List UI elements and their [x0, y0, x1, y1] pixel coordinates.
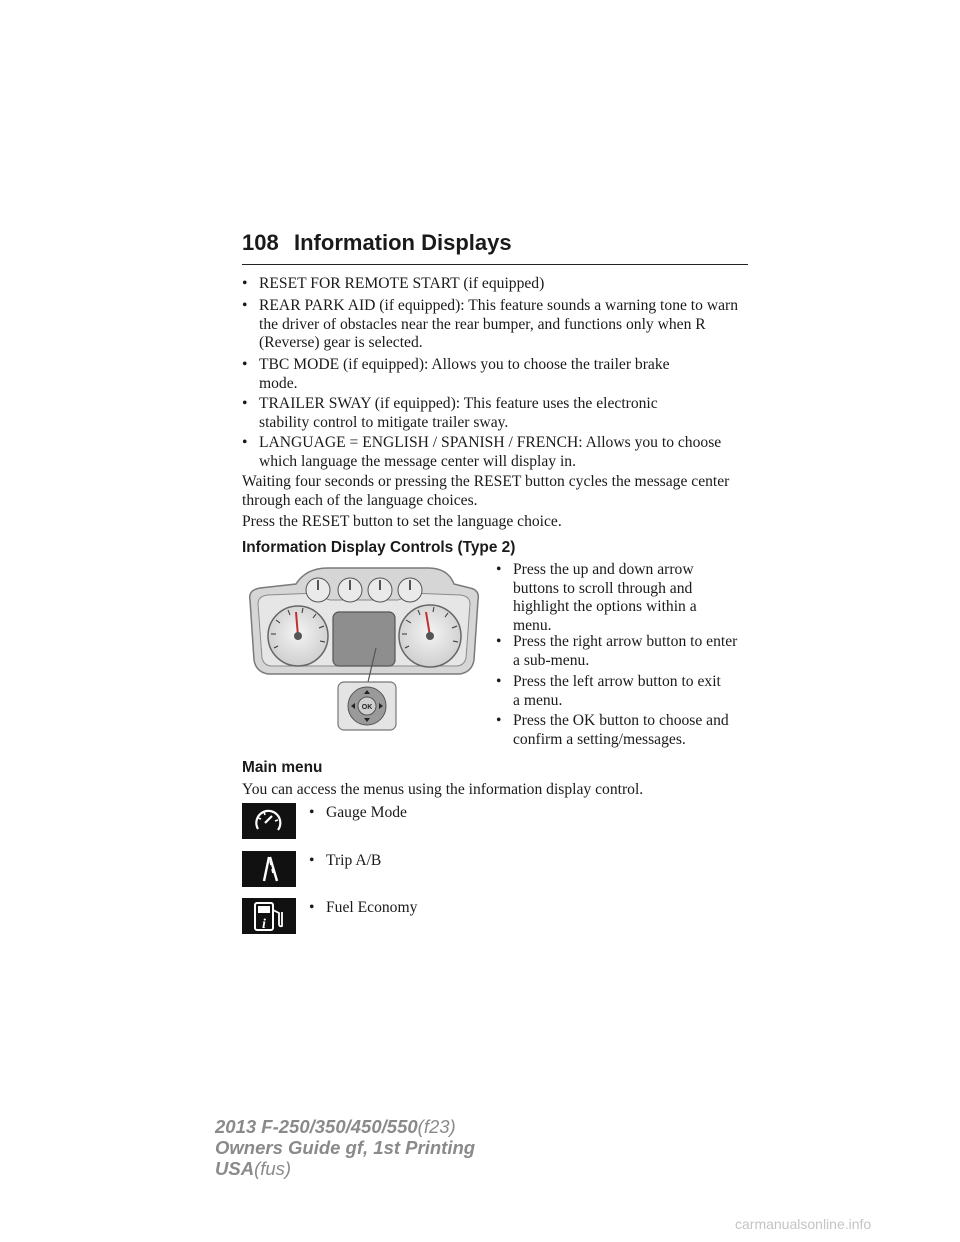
controls-heading: Information Display Controls (Type 2) — [242, 539, 516, 556]
gauge-icon — [242, 803, 296, 839]
menu-item-gauge-mode: • Gauge Mode — [309, 804, 407, 821]
paragraph: Press the RESET button to set the language choice. — [242, 513, 562, 530]
page-header — [242, 230, 748, 265]
list-item: • LANGUAGE = ENGLISH / SPANISH / FRENCH: Allows you to choose which language the message center will display in. — [242, 434, 722, 470]
svg-text:i: i — [262, 917, 266, 932]
list-item: • Press the OK button to choose and confirm a setting/messages. — [496, 712, 729, 748]
message-center-screen — [333, 612, 395, 666]
footer — [215, 1116, 475, 1179]
page-number: 108 — [242, 230, 279, 255]
svg-text:OK: OK — [361, 704, 373, 711]
footer-model: 2013 F-250/350/450/550 — [215, 1116, 418, 1137]
list-item: • REAR PARK AID (if equipped): This feature sounds a warning tone to warn the driver of obstacles near the rear bumper, and functions only when R (Reverse) gear is selected. — [242, 297, 739, 351]
instrument-cluster-illustration — [238, 560, 488, 735]
footer-country: USA — [215, 1158, 255, 1179]
footer-model-code: (f23) — [417, 1116, 456, 1137]
paragraph: You can access the menus using the information display control. — [242, 781, 644, 798]
list-item: • Press the right arrow button to enter a sub-menu. — [496, 633, 738, 669]
menu-item-trip: • Trip A/B — [309, 852, 382, 869]
fuel-info-icon — [242, 898, 296, 934]
list-item: • TRAILER SWAY (if equipped): This feature uses the electronic stability control to mitigate trailer sway. — [242, 395, 658, 431]
list-item: • Press the left arrow button to exit a menu. — [496, 673, 721, 709]
section-title: Information Displays — [294, 230, 512, 255]
main-menu-heading: Main menu — [242, 759, 323, 776]
footer-country-code: (fus) — [254, 1158, 292, 1179]
list-item: • TBC MODE (if equipped): Allows you to choose the trailer brake mode. — [242, 356, 670, 392]
list-item: • RESET FOR REMOTE START (if equipped) — [242, 275, 545, 292]
watermark: carmanualsonline.info — [735, 1216, 872, 1232]
road-icon — [242, 851, 296, 887]
list-item: • Press the up and down arrow buttons to scroll through and highlight the options within a menu. — [496, 561, 697, 634]
footer-guide: Owners Guide gf, 1st Printing — [215, 1137, 476, 1158]
paragraph: Waiting four seconds or pressing the RESET button cycles the message center through each of the language choices. — [242, 473, 730, 509]
menu-item-fuel-economy: • Fuel Economy — [309, 899, 418, 916]
